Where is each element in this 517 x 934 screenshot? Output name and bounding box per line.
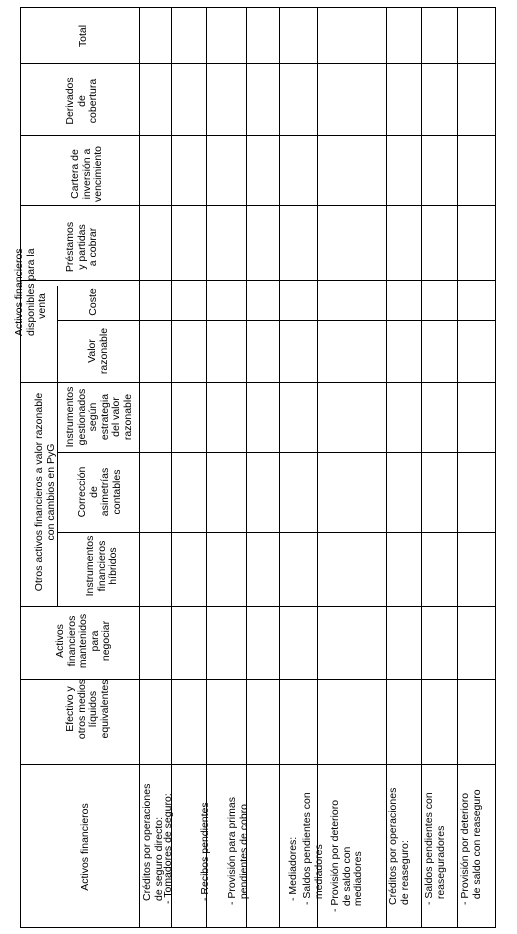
header-disponibles-group: Activos financieros disponibles para la venta — [13, 248, 48, 336]
header-coste: Coste — [87, 288, 99, 316]
table-line — [246, 7, 247, 928]
table-line — [20, 606, 495, 607]
header-correccion: Corrección de asimetrías contables — [76, 466, 123, 518]
header-derivados: Derivados de cobertura — [64, 77, 99, 125]
table-line — [20, 205, 495, 206]
table-line — [57, 452, 495, 453]
header-prestamos: Préstamos y partidas a cobrar — [64, 221, 99, 273]
table-line — [457, 7, 458, 928]
table-line — [206, 7, 207, 928]
row-label: - Mediadores: — [287, 836, 299, 901]
row-label: - Provisión para primas pendientes de cobro — [226, 797, 250, 905]
table-line — [20, 927, 495, 928]
row-label: - Provisión por deterioro de saldo con reaseguro — [459, 789, 483, 905]
table-line — [317, 7, 318, 928]
row-label: - Recibos pendientes — [199, 802, 211, 901]
row-label: - Tomadores de seguro: — [162, 793, 174, 904]
row-label: Créditos por operaciones de reaseguro: — [387, 787, 411, 905]
table-line — [279, 7, 280, 928]
header-efectivo: Efectivo y otros medios líquidos equivalentes — [64, 678, 111, 740]
header-total: Total — [77, 24, 89, 48]
header-gestionados: Instrumentos gestionados según estrategia del valor razonable — [64, 386, 134, 448]
row-label: - Saldos pendientes con reaseguradores — [423, 792, 447, 905]
header-valor-razonable: Valor razonable — [86, 327, 110, 375]
table-line — [20, 135, 495, 136]
header-cartera: Cartera de inversión a vencimiento — [69, 145, 104, 203]
table-line — [20, 764, 495, 765]
table-line — [57, 532, 495, 533]
table-line — [495, 7, 496, 928]
header-hibridos: Instrumentos financieros híbridos — [84, 535, 119, 597]
row-label: - Saldos pendientes con mediadores — [301, 792, 325, 905]
header-otros-group: Otros activos financieros a valor razonable con cambios en PyG — [33, 392, 57, 592]
table-line — [20, 7, 21, 928]
table-line — [57, 320, 495, 321]
row-label: - Provisión por deterioro de saldo con mediadores — [329, 799, 364, 912]
table-line — [139, 7, 140, 928]
header-mantenidos: Activos financieros mantenidos para negociar — [54, 613, 112, 669]
table-line — [20, 280, 495, 281]
header-activos-financieros: Activos financieros — [79, 803, 91, 891]
row-label: Créditos por operaciones de seguro directo: — [141, 783, 165, 901]
table-line — [421, 7, 422, 928]
